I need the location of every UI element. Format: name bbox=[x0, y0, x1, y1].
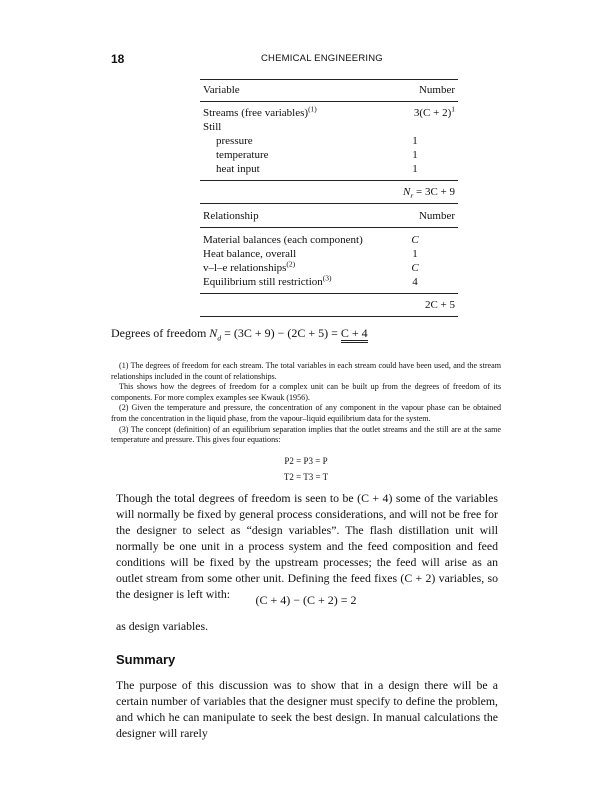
pressure-value: 1 bbox=[412, 135, 418, 147]
table-row-heat-input bbox=[200, 163, 458, 177]
pressure-label: pressure bbox=[216, 135, 253, 147]
running-header bbox=[111, 52, 501, 68]
temperature-equation: T2 = T3 = T bbox=[283, 472, 329, 482]
heat-input-label: heat input bbox=[216, 163, 260, 175]
pressure-equation: P2 = P3 = P bbox=[284, 456, 328, 466]
col-relationship-header: Relationship bbox=[203, 210, 259, 222]
still-label: Still bbox=[203, 121, 222, 133]
equilibrium-value: 4 bbox=[412, 276, 418, 288]
vle-label: v–l–e relationships$^{(2)}$ bbox=[203, 259, 296, 274]
table-notes bbox=[111, 361, 501, 446]
table-row-equilibrium bbox=[200, 273, 458, 290]
table-row-still bbox=[200, 121, 458, 135]
table-header-row bbox=[200, 84, 458, 98]
material-value: C bbox=[411, 234, 419, 246]
table-row-temperature bbox=[200, 149, 458, 163]
heat-balance-label: Heat balance, overall bbox=[203, 248, 297, 260]
table-row-material bbox=[200, 234, 458, 248]
streams-value: $3(C + 2)^1$ bbox=[413, 104, 455, 119]
streams-label: Streams (free variables)$^{(1)}$ bbox=[203, 104, 317, 119]
degrees-of-freedom-equation: Degrees of freedom $N_d = (3C + 9) - (2C + 5) = C + 4$ bbox=[111, 326, 368, 343]
table-total-row bbox=[200, 299, 458, 313]
table-row-heat-balance bbox=[200, 248, 458, 262]
table-rule bbox=[200, 180, 458, 181]
heat-balance-value: 1 bbox=[412, 248, 418, 260]
dof-result: C + 4 bbox=[341, 326, 368, 343]
table-row-pressure bbox=[200, 135, 458, 149]
equilibrium-label: Equilibrium still restriction$^{(3)}$ bbox=[203, 273, 332, 288]
table-rule bbox=[200, 227, 458, 228]
note-1: (1) The degrees of freedom for each stream. The total variables in each stream could have been used, and the stream relationships included in the count of relationships. bbox=[111, 361, 501, 381]
col-number-header: Number bbox=[418, 210, 455, 222]
body-paragraph-2: as design variables. bbox=[116, 619, 209, 633]
note-2: (2) Given the temperature and pressure, the concentration of any component in the vapour phase can be obtained from the concentration in the liquid phase, from the vapour–liquid equilibrium data for the system. bbox=[111, 403, 501, 423]
design-variables-equation: (C + 4) − (C + 2) = 2 bbox=[255, 593, 357, 607]
note-3: (3) The concept (definition) of an equilibrium separation implies that the outlet streams and the still are at the same temperature and pressure. This gives four equations: bbox=[111, 424, 501, 445]
col-variable-header: Variable bbox=[203, 84, 240, 96]
page-number: 18 bbox=[111, 52, 125, 66]
table-rule bbox=[200, 316, 458, 317]
table-rule bbox=[200, 101, 458, 102]
material-label: Material balances (each component) bbox=[203, 234, 363, 246]
summary-heading: Summary bbox=[116, 652, 176, 667]
col-number-header: Number bbox=[418, 84, 455, 96]
vle-value: C bbox=[411, 262, 419, 274]
total-relationships: 2C + 5 bbox=[424, 299, 455, 311]
heat-input-value: 1 bbox=[412, 163, 418, 175]
table-total-row bbox=[200, 186, 458, 200]
running-head-title: CHEMICAL ENGINEERING bbox=[261, 53, 383, 64]
temperature-value: 1 bbox=[412, 149, 418, 161]
summary-paragraph: The purpose of this discussion was to show that in a design there will be a certain number of variables that the designer must specify to define the problem, and which he can manipulate to seek the best design. In manual calculations the designer will rarely bbox=[116, 678, 498, 740]
table-row-streams bbox=[200, 104, 458, 121]
total-variables: $N_r = 3C + 9$ bbox=[402, 186, 455, 201]
note-1b: This shows how the degrees of freedom for a complex unit can be built up from the degrees of freedom of its components. For more complex examples see Kwauk (1956). bbox=[111, 382, 501, 402]
table-rule bbox=[200, 79, 458, 80]
table-rule bbox=[200, 203, 458, 204]
temperature-label: temperature bbox=[216, 149, 269, 161]
table-header-row bbox=[200, 210, 458, 224]
body-paragraph-1: Though the total degrees of freedom is seen to be (C + 4) some of the variables will normally be fixed by general process considerations, and will not be free for the designer to select as “design variables”. The flash distillation unit will normally be one unit in a process system and the feed composition and feed conditions will be fixed by the upstream processes; the feed will arise as an outlet stream from some other unit. Defining the feed fixes (C + 2) variables, so the designer is left with: bbox=[116, 491, 498, 601]
table-rule bbox=[200, 293, 458, 294]
